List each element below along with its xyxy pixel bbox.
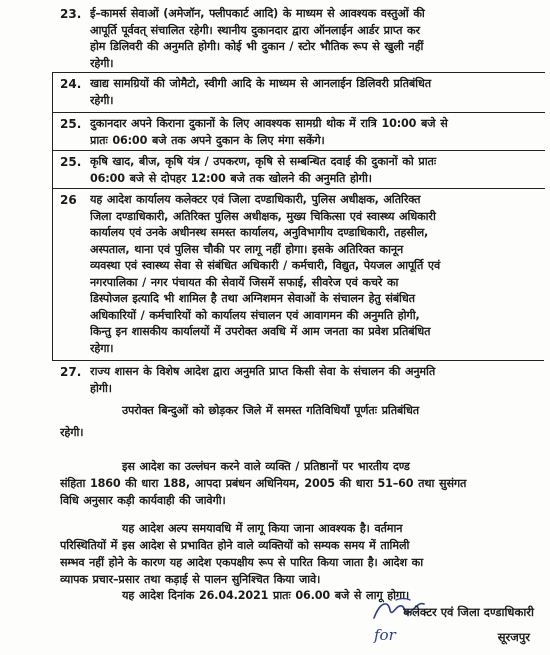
clause-number: 27.: [60, 365, 82, 379]
text-line: दुकानदार अपने किराना दुकानों के लिए आवश्यक सामग्री थोक में रात्रि 10:00 बजे से: [90, 117, 448, 130]
clause-number: 24.: [60, 77, 82, 91]
clause-26: [0, 192, 550, 358]
text-line: आपूर्ति पूर्ववत् संचालित रहेगी। स्थानीय दुकानदार द्वारा ऑनलाईन आर्डर प्राप्त कर: [90, 23, 420, 37]
text-line: व्यापक प्रचार–प्रसार तथा कड़ाई से पालन सुनिश्चित किया जावे।: [60, 573, 321, 586]
text-line: संहिता 1860 की धारा 188, आपदा प्रबंधन अधिनियम, 2005 की धारा 51–60 तथा सुसंगत: [60, 477, 467, 490]
text-line: परिस्थितियों में इस आदेश से प्रभावित होने वाले व्यक्तियों को सम्यक समय में तामिली: [60, 539, 410, 552]
text-line: रहेगी।: [60, 426, 84, 439]
text-line: अस्पताल, थाना एवं पुलिस चौकी पर लागू नहीं होगा। इसके अतिरिक्त कानून: [90, 242, 404, 256]
paragraph-penalty: [60, 458, 536, 509]
text-line: कृषि खाद, बीज, कृषि यंत्र / उपकरण, कृषि से सम्बन्धित दवाई की दुकानों को प्रातः: [90, 155, 436, 168]
text-line: रहेगी।: [90, 93, 114, 107]
clause-23: [0, 6, 550, 72]
clause-text: [90, 76, 534, 109]
clause-27: [0, 364, 550, 398]
text-line: डिस्पोजल इत्यादि भी शामिल है तथा अग्निशमन सेवाओं के संचालन हेतु संबंधित: [90, 292, 415, 305]
text-line: अधिकारियों / कर्मचारियों को कार्यालय संचालन एवं आवागमन की अनुमति होगी,: [90, 308, 420, 322]
text-line: रहेगा।: [90, 341, 114, 355]
clause-24: [0, 76, 550, 110]
text-line: कार्यालय एवं उनके अधीनस्थ समस्त कार्यालय, अनुविभागीय दण्डाधिकारी, तहसील,: [90, 226, 429, 239]
text-line: रहेगी।: [90, 56, 114, 70]
text-line: किन्तु इन शासकीय कार्यालयों में उपरोक्त अवधि में आम जनता का प्रवेश प्रतिबंधित: [90, 325, 431, 338]
handwritten-for: for: [374, 626, 396, 644]
paragraph-effective-date: [60, 587, 536, 604]
paragraph-ex-parte: [60, 520, 536, 588]
clause-number: 23.: [60, 7, 82, 21]
text-line: ई–कामर्स सेवाओं (अमेजॉन, फ्लीपकार्ट आदि) के माध्यम से आवश्यक वस्तुओं की: [90, 7, 425, 20]
clause-text: [90, 192, 534, 357]
text-line: होम डिलिवरी की अनुमति होगी। कोई भी दुकान / स्टोर भौतिक रूप से खुली नहीं: [90, 40, 424, 53]
paragraph-restrictions: [60, 402, 536, 441]
clause-text: [90, 154, 534, 187]
text-line: जिला दण्डाधिकारी, अतिरिक्त पुलिस अधीक्षक, मुख्य चिकित्सा एवं स्वास्थ्य अधिकारी: [90, 209, 436, 223]
text-line: व्यवस्था एवं स्वास्थ्य सेवा से संबंधित अधिकारी / कर्मचारी, विद्युत, पेयजल आपूर्ति एवं: [90, 259, 441, 272]
text-line: यह आदेश कार्यालय कलेक्टर एवं जिला दण्डाधिकारी, पुलिस अधीक्षक, अतिरिक्त: [90, 193, 421, 206]
text-line: यह आदेश अल्प समयावधि में लागू किया जाना आवश्यक है। वर्तमान: [122, 522, 403, 535]
clause-text: [90, 6, 534, 72]
text-line: राज्य शासन के विशेष आदेश द्वारा अनुमति प्राप्त किसी सेवा के संचालन की अनुमति: [90, 365, 436, 378]
signatory-title: कलेक्टर एवं जिला दण्डाधिकारी: [403, 605, 534, 619]
text-line: होगी।: [90, 381, 112, 395]
signatory-place: सूरजपुर: [497, 630, 530, 644]
clause-25a: [0, 116, 550, 150]
clause-25b: [0, 154, 550, 188]
text-line: इस आदेश का उल्लंघन करने वाले व्यक्ति / प्रतिष्ठानों पर भारतीय दण्ड: [122, 460, 410, 473]
text-line: उपरोक्त बिन्दुओं को छोड़कर जिले में समस्त गतिविधियाँ पूर्णतः प्रतिबंधित: [122, 404, 420, 417]
text-line: विधि अनुसार कड़ी कार्यवाही की जावेगी।: [60, 494, 226, 507]
text-line: 06:00 बजे से दोपहर 12:00 बजे तक खोलने की अनुमति होगी।: [90, 171, 372, 185]
clause-text: [90, 364, 534, 397]
clause-number: 25.: [60, 155, 82, 169]
clause-text: [90, 116, 534, 149]
text-line: यह आदेश दिनांक 26.04.2021 प्रातः 06.00 बजे से लागू होगा।: [122, 589, 410, 602]
text-line: नगरपालिका / नगर पंचायत की सेवायें जिसमें सफाई, सीवरेज एवं कचरे का: [90, 275, 399, 289]
text-line: सम्भव नहीं होने के कारण यह आदेश एकपक्षीय रूप से पारित किया जाता है। आदेश का: [60, 556, 423, 569]
text-line: प्रातः 06:00 बजे तक अपने दुकान के लिए मंगा सकेंगे।: [90, 133, 325, 147]
clause-number: 25.: [60, 117, 82, 131]
clause-number: 26: [60, 193, 77, 207]
text-line: खाद्य सामग्रियों की जोमैटो, स्वीगी आदि के माध्यम से आनलाईन डिलिवरी प्रतिबंधित: [90, 77, 431, 90]
